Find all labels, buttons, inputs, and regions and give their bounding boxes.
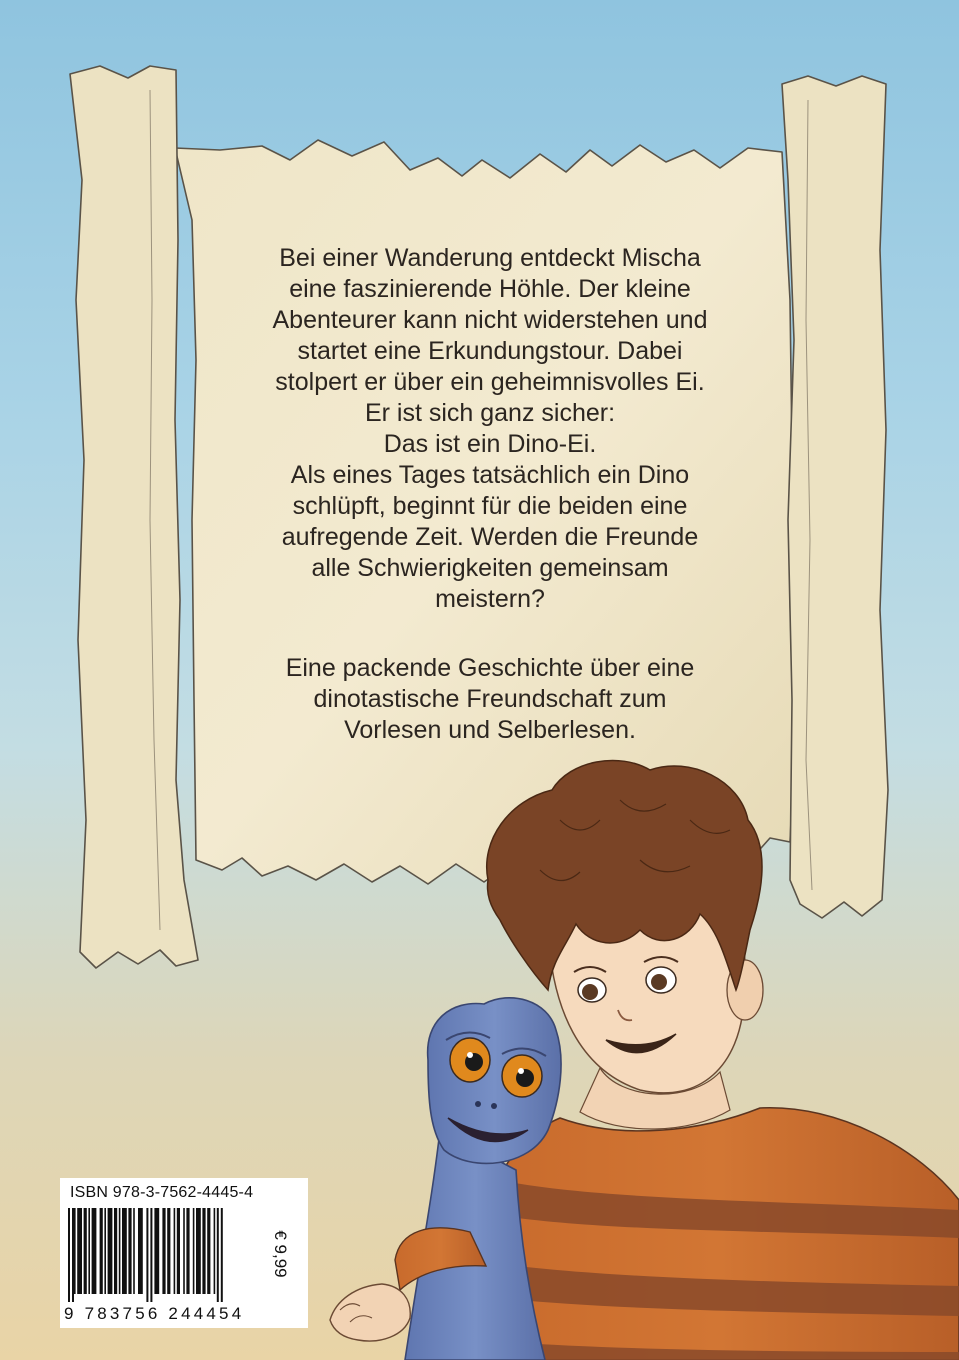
blurb-line: meistern? [435,585,545,613]
barcode-bar [122,1208,127,1294]
barcode-bar [88,1208,90,1294]
barcode-bar [84,1208,87,1294]
blurb-text [200,243,780,615]
barcode-bar [214,1208,216,1294]
barcode-bar [207,1208,210,1294]
barcode-bar [104,1208,106,1294]
tagline-line: dinotastische Freundschaft zum [313,685,667,713]
barcode-bar [177,1208,180,1294]
ean-digits: 9 783756 244454 [64,1304,245,1323]
blurb-line: Das ist ein Dino-Ei. [383,430,597,458]
blurb-line: schlüpft, beginnt für die beiden eine [292,492,688,520]
barcode-bar [174,1208,176,1294]
barcode-bar [193,1208,195,1294]
barcode-box [60,1178,308,1328]
tagline-line: Vorlesen und Selberlesen. [344,716,636,744]
blurb-line: Abenteurer kann nicht widerstehen und [272,306,708,334]
barcode-bar [77,1208,82,1294]
blurb-line: Als eines Tages tatsächlich ein Dino [290,461,690,489]
barcode-bar [186,1208,189,1294]
barcode-bar [74,1208,76,1294]
barcode-bar [146,1208,148,1302]
barcode-bar [133,1208,135,1294]
barcode-bar [128,1208,131,1294]
barcode-bar [68,1208,70,1302]
barcode-bar [108,1208,113,1294]
barcode-bar [138,1208,143,1294]
barcode-bar [162,1208,165,1294]
barcode-bar [167,1208,170,1294]
blurb-line: Bei einer Wanderung entdeckt Mischa [279,244,701,272]
blurb-line: eine faszinierende Höhle. Der kleine [289,275,691,303]
tagline-line: Eine packende Geschichte über eine [285,654,695,682]
price-label: € 9,99 [271,1230,290,1278]
barcode-bar [196,1208,201,1294]
barcode-bar [119,1208,121,1294]
blurb-line: Er ist sich ganz sicher: [364,399,616,427]
barcode-bar [114,1208,117,1294]
barcode-bar [221,1208,223,1302]
barcode-bar [72,1208,74,1302]
blurb-line: stolpert er über ein geheimnisvolles Ei. [275,368,705,396]
barcode-bar [100,1208,103,1294]
blurb-line: aufregende Zeit. Werden die Freunde [281,523,699,551]
blurb-line: startet eine Erkundungstour. Dabei [297,337,683,365]
barcode-bar [217,1208,219,1302]
barcode-bar [154,1208,159,1294]
isbn-label: ISBN 978-3-7562-4445-4 [70,1184,254,1201]
blurb-line: alle Schwierigkeiten gemeinsam [311,554,669,582]
barcode-bar [92,1208,97,1294]
barcode-bar [150,1208,152,1302]
barcode-bar [202,1208,205,1294]
barcode-bar [183,1208,185,1294]
barcode-icon [66,1208,272,1302]
tagline-text [200,653,780,746]
